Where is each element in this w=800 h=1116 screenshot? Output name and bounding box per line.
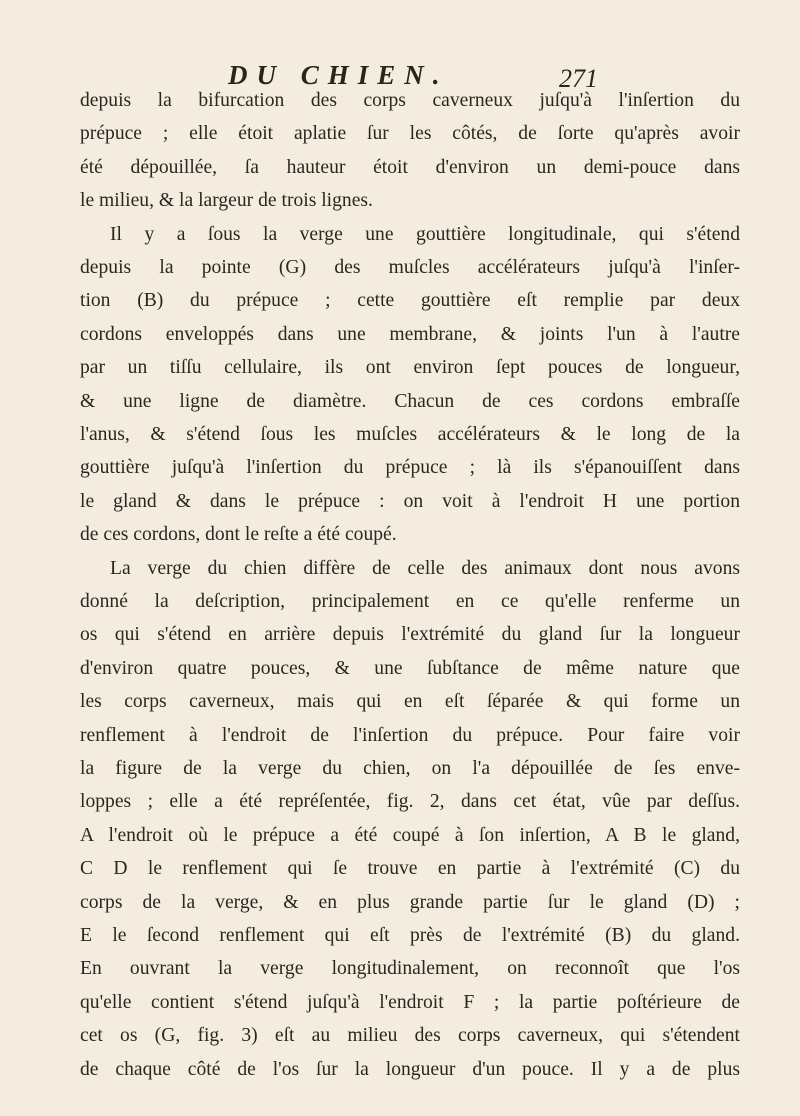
text-line: Il y a ſous la verge une gouttière longitudinale, qui s'étend bbox=[110, 223, 740, 245]
text-line: depuis la bifurcation des corps caverneux juſqu'à l'inſertion du bbox=[80, 90, 740, 111]
text-line: d'environ quatre pouces, & une ſubſtance de même nature que bbox=[80, 657, 740, 679]
body-text bbox=[80, 86, 740, 1096]
text-line: corps de la verge, & en plus grande partie ſur le gland (D) ; bbox=[80, 891, 740, 913]
text-line: la figure de la verge du chien, on l'a dépouillée de ſes enve- bbox=[80, 758, 740, 779]
text-line: A l'endroit où le prépuce a été coupé à ſon inſertion, A B le gland, bbox=[80, 824, 740, 846]
text-line: renflement à l'endroit de l'inſertion du prépuce. Pour faire voir bbox=[80, 724, 740, 746]
page-number: 271 bbox=[559, 64, 598, 93]
text-line: donné la deſcription, principalement en ce qu'elle renferme un bbox=[80, 591, 740, 612]
text-line: cet os (G, fig. 3) eſt au milieu des corps caverneux, qui s'étendent bbox=[80, 1025, 740, 1047]
text-line: par un tiſſu cellulaire, ils ont environ ſept pouces de longueur, bbox=[80, 357, 740, 379]
text-line: le milieu, & la largeur de trois lignes. bbox=[80, 190, 373, 212]
text-line: de ces cordons, dont le reſte a été coupé. bbox=[80, 524, 397, 546]
text-line: E le ſecond renflement qui eſt près de l'extrémité (B) du gland. bbox=[80, 925, 740, 946]
text-line: le gland & dans le prépuce : on voit à l'endroit H une portion bbox=[80, 490, 740, 512]
text-line: gouttière juſqu'à l'inſertion du prépuce ; là ils s'épanouiſſent dans bbox=[80, 457, 740, 479]
text-line: La verge du chien diffère de celle des animaux dont nous avons bbox=[110, 557, 740, 579]
text-line: En ouvrant la verge longitudinalement, on reconnoît que l'os bbox=[80, 958, 740, 980]
text-line: prépuce ; elle étoit aplatie ſur les côtés, de ſorte qu'après avoir bbox=[80, 123, 740, 145]
text-line: de chaque côté de l'os ſur la longueur d'un pouce. Il y a de plus bbox=[80, 1058, 740, 1080]
running-title: DU CHIEN. bbox=[228, 60, 449, 90]
text-line: loppes ; elle a été repréſentée, fig. 2, dans cet état, vûe par deſſus. bbox=[80, 791, 740, 813]
text-line: cordons enveloppés dans une membrane, & joints l'un à l'autre bbox=[80, 323, 740, 345]
text-line: été dépouillée, ſa hauteur étoit d'environ un demi-pouce dans bbox=[80, 156, 740, 178]
text-line: depuis la pointe (G) des muſcles accélérateurs juſqu'à l'inſer- bbox=[80, 257, 740, 278]
text-line: les corps caverneux, mais qui en eſt ſéparée & qui forme un bbox=[80, 691, 740, 713]
text-line: & une ligne de diamètre. Chacun de ces cordons embraſſe bbox=[80, 390, 740, 412]
text-line: C D le renflement qui ſe trouve en partie à l'extrémité (C) du bbox=[80, 858, 740, 880]
text-line: tion (B) du prépuce ; cette gouttière eſt remplie par deux bbox=[80, 290, 740, 312]
text-line: qu'elle contient s'étend juſqu'à l'endroit F ; la partie poſtérieure de bbox=[80, 991, 740, 1013]
text-line: l'anus, & s'étend ſous les muſcles accélérateurs & le long de la bbox=[80, 424, 740, 445]
text-line: os qui s'étend en arrière depuis l'extrémité du gland ſur la longueur bbox=[80, 624, 740, 646]
